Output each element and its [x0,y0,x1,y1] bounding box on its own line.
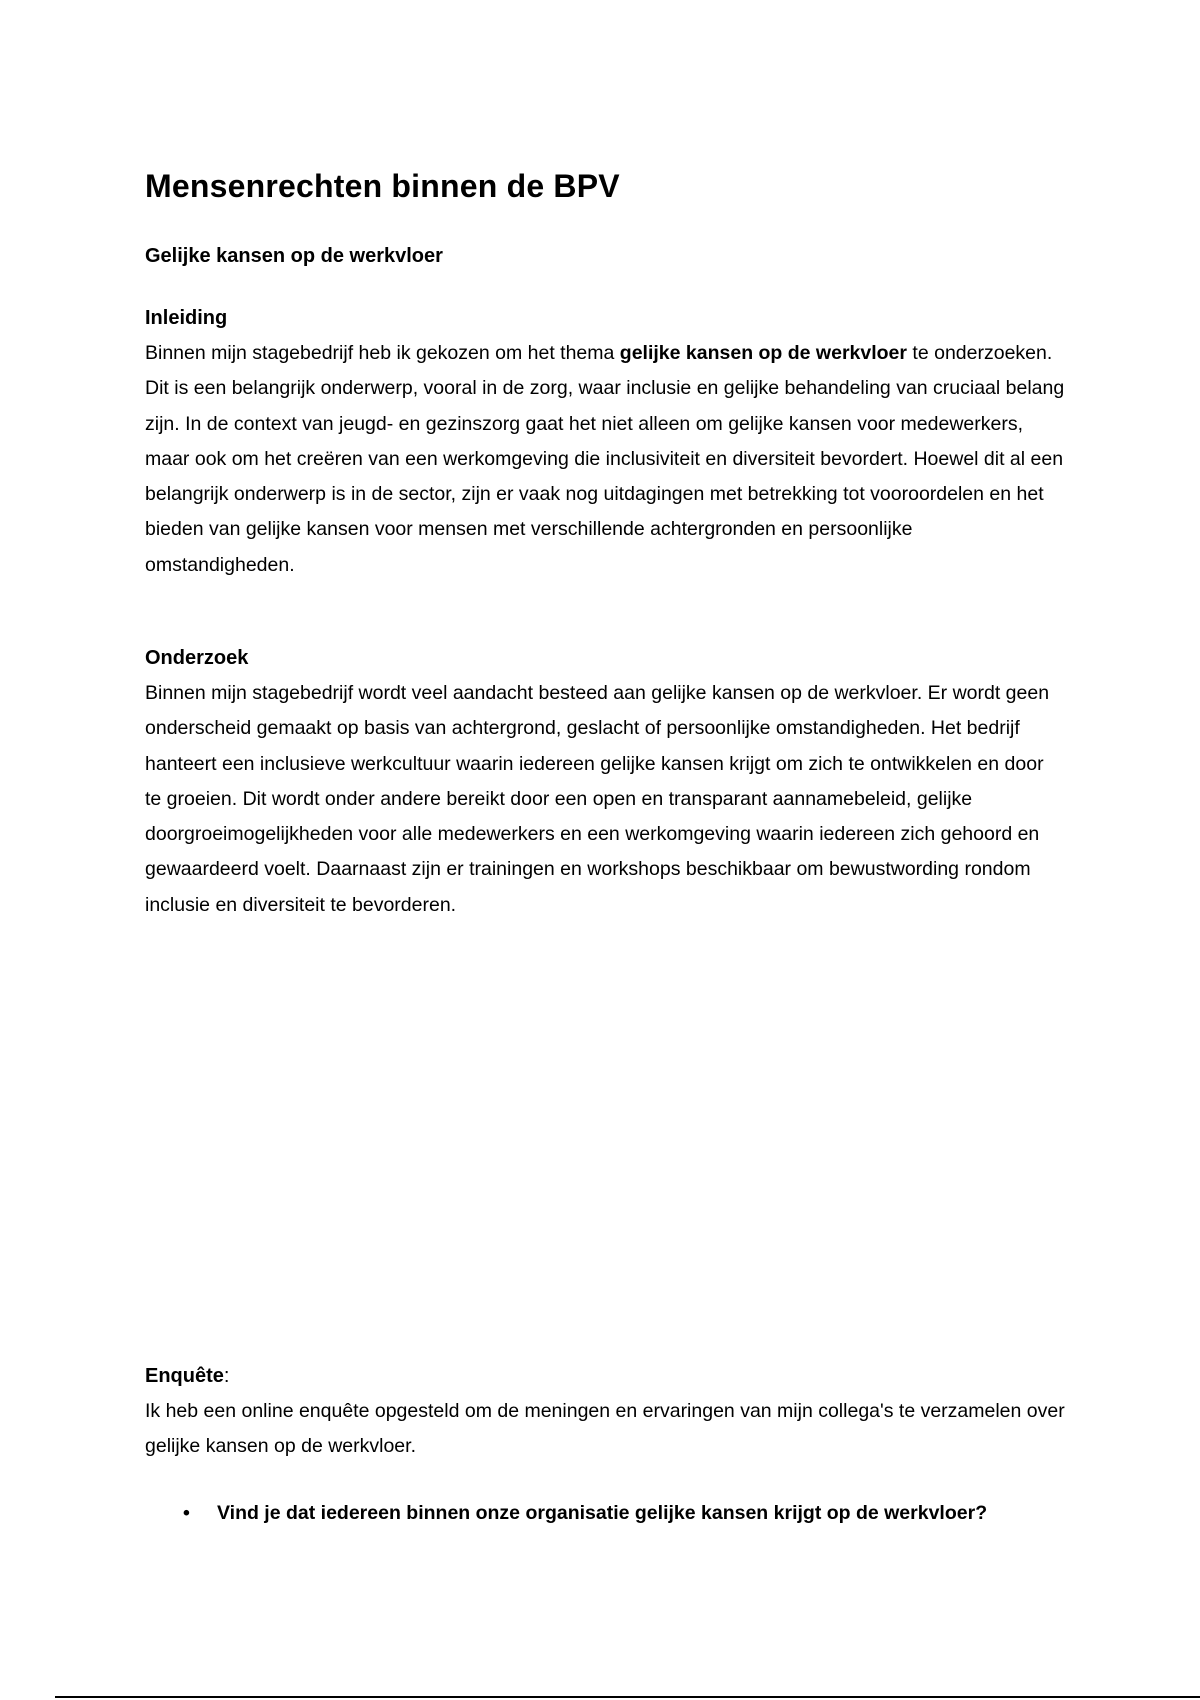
section-heading-enquete-colon: : [223,1365,230,1387]
section-heading-onderzoek: Onderzoek [145,647,249,669]
page-title: Mensenrechten binnen de BPV [145,168,620,204]
page-bottom-divider [55,1696,1200,1698]
paragraph-inleiding-text-end: te onderzoeken. Dit is een belangrijk onderwerp, vooral in de zorg, waar inclusie en gelijke behandeling van cruciaal belang zijn. In de context van jeugd- en gezinszorg gaat het niet alleen om gelijke kansen voor medewerkers, maar ook om het creëren van een werkomgeving die inclusiviteit en diversiteit bevordert. Hoewel dit al een belangrijk onderwerp is in de sector, zijn er vaak nog uitdagingen met betrekking tot vooroordelen en het bieden van gelijke kansen voor mensen met verschillende achtergronden en persoonlijke omstandigheden. [145,342,1065,576]
section-inleiding [145,300,1065,583]
question-list [145,1499,1065,1527]
paragraph-onderzoek: Binnen mijn stagebedrijf wordt veel aandacht besteed aan gelijke kansen op de werkvloer. Er wordt geen onderscheid gemaakt op basis van achtergrond, geslacht of persoonlijke omstandigheden. Het bedrijf hanteert een inclusieve werkcultuur waarin iedereen gelijke kansen krijgt om zich te ontwikkelen en door te groeien. Dit wordt onder andere bereikt door een open en transparant aannamebeleid, gelijke doorgroeimogelijkheden voor alle medewerkers en een werkomgeving waarin iedereen zich gehoord en gewaardeerd voelt. Daarnaast zijn er trainingen en workshops beschikbaar om bewustwording rondom inclusie en diversiteit te bevorderen. [145,682,1050,916]
section-enquete [145,1358,1065,1527]
question-text: Vind je dat iedereen binnen onze organisatie gelijke kansen krijgt op de werkvloer? [217,1501,988,1524]
question-item [145,1499,1065,1527]
paragraph-inleiding-bold-phrase: gelijke kansen op de werkvloer [619,342,907,364]
section-heading-inleiding: Inleiding [145,307,228,329]
paragraph-inleiding [145,336,1065,583]
section-heading-enquete [145,1358,1065,1394]
section-heading-enquete-text: Enquête [145,1365,224,1387]
bullet-icon: • [183,1501,190,1524]
paragraph-inleiding-text-start: Binnen mijn stagebedrijf heb ik gekozen om het thema [145,342,620,364]
paragraph-enquete: Ik heb een online enquête opgesteld om de meningen en ervaringen van mijn collega's te verzamelen over gelijke kansen op de werkvloer. [145,1400,1065,1458]
section-onderzoek [145,640,1065,923]
document-subtitle: Gelijke kansen op de werkvloer [145,245,443,267]
